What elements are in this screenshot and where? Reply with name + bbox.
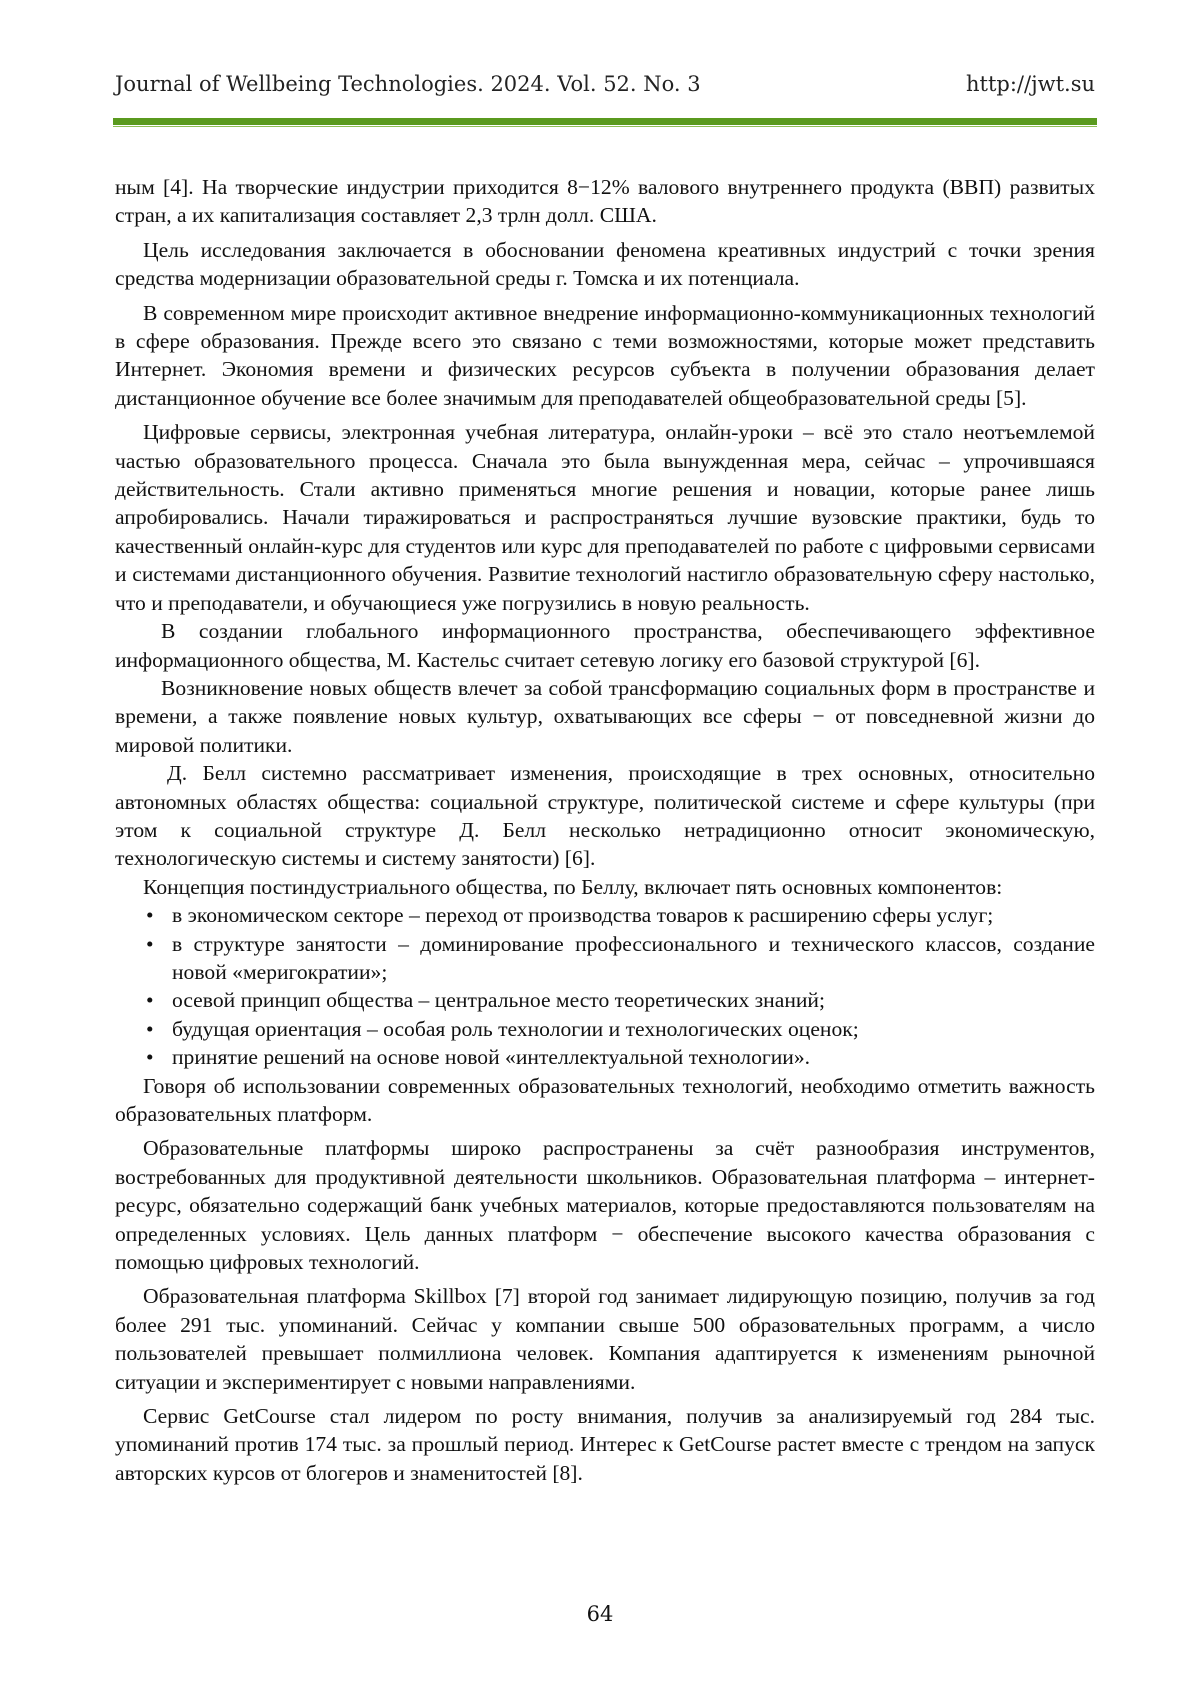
header-rule [113,118,1097,125]
list-item: • принятие решений на основе новой «интеллектуальной технологии». [115,1043,1095,1071]
paragraph: Цель исследования заключается в обосновании феномена креативных индустрий с точки зрения средства модернизации образовательной среды г. Томска и их потенциала. [115,237,1095,291]
bullet-icon: • [146,903,154,928]
paragraph: В современном мире происходит активное внедрение информационно-коммуникационных технологий в сфере образования. Прежде всего это связано с теми возможностями, которые может представить Интернет. Экономия времени и физических ресурсов субъекта в получении образования делает дистанционное обучение все более значимым для преподавателей общеобразовательной среды [5]. [115,300,1095,410]
paragraph: Концепция постиндустриального общества, по Беллу, включает пять основных компонентов: [143,874,1003,899]
paragraph: ным [4]. На творческие индустрии приходится 8−12% валового внутреннего продукта (ВВП) развитых стран, а их капитализация составляет 2,3 трлн долл. США. [115,175,1095,228]
paragraph: Образовательная платформа Skillbox [7] второй год занимает лидирующую позицию, получив за год более 291 тыс. упоминаний. Сейчас у компании свыше 500 образовательных программ, а число пользователей превышает полмиллиона человек. Компания адаптируется к изменениям рыночной ситуации и экспериментирует с новыми направлениями. [115,1284,1095,1394]
article-body [115,173,1095,1487]
bullet-icon: • [146,931,154,956]
paragraph: Сервис GetCourse стал лидером по росту внимания, получив за анализируемый год 284 тыс. упоминаний против 174 тыс. за прошлый период. Интерес к GetCourse растет вместе с трендом на запуск авторских курсов от блогеров и знаменитостей [8]. [115,1404,1095,1485]
paragraph: Возникновение новых обществ влечет за собой трансформацию социальных форм в пространстве и времени, а также появление новых культур, охватывающих все сферы − от повседневной жизни до мировой политики. [115,675,1095,757]
page-number: 64 [586,1602,614,1626]
list-item: • осевой принцип общества – центральное место теоретических знаний; [115,986,1095,1014]
bullet-icon: • [146,1016,154,1041]
list-item: • в структуре занятости – доминирование профессионального и технического классов, создание новой «меригократии»; [146,931,1095,984]
list-item: • будущая ориентация – особая роль технологии и технологических оценок; [115,1015,1095,1043]
components-list [115,901,1095,1071]
bullet-icon: • [146,988,154,1013]
running-header [115,72,1095,108]
list-item: • в экономическом секторе – переход от производства товаров к расширению сферы услуг; [115,901,1095,929]
paragraph: Образовательные платформы широко распространены за счёт разнообразия инструментов, востребованных для продуктивной деятельности школьников. Образовательная платформа – интернет-ресурс, обязательно содержащий банк учебных материалов, которые предоставляются пользователям на определенных условиях. Цель данных платформ − обеспечение высокого качества образования с помощью цифровых технологий. [115,1136,1095,1275]
paragraph: Д. Белл системно рассматривает изменения, происходящие в трех основных, относительно автономных областях общества: социальной структуре, политической системе и сфере культуры (при этом к социальной структуре Д. Белл несколько нетрадиционно относит экономическую, технологическую системы и систему занятости) [6]. [115,761,1095,871]
paragraph: Говоря об использовании современных образовательных технологий, необходимо отметить важность образовательных платформ. [115,1073,1095,1126]
journal-url[interactable]: http://jwt.su [966,72,1095,96]
header-rule-thin [113,126,1097,127]
bullet-icon: • [146,1045,154,1070]
journal-title: Journal of Wellbeing Technologies. 2024. Vol. 52. No. 3 [115,72,701,96]
paragraph: В создании глобального информационного пространства, обеспечивающего эффективное информационного общества, М. Кастельс считает сетевую логику его базовой структурой [6]. [115,619,1095,672]
paragraph: Цифровые сервисы, электронная учебная литература, онлайн-уроки – всё это стало неотъемлемой частью образовательного процесса. Сначала это была вынужденная мера, сейчас – упрочившаяся действительность. Стали активно применяться многие решения и новации, которые ранее лишь апробировались. Начали тиражироваться и распространяться лучшие вузовские практики, будь то качественный онлайн-курс для студентов или курс для преподавателей по работе с цифровыми сервисами и системами дистанционного обучения. Развитие технологий настигло образовательную сферу настолько, что и преподаватели, и обучающиеся уже погрузились в новую реальность. [115,420,1095,615]
